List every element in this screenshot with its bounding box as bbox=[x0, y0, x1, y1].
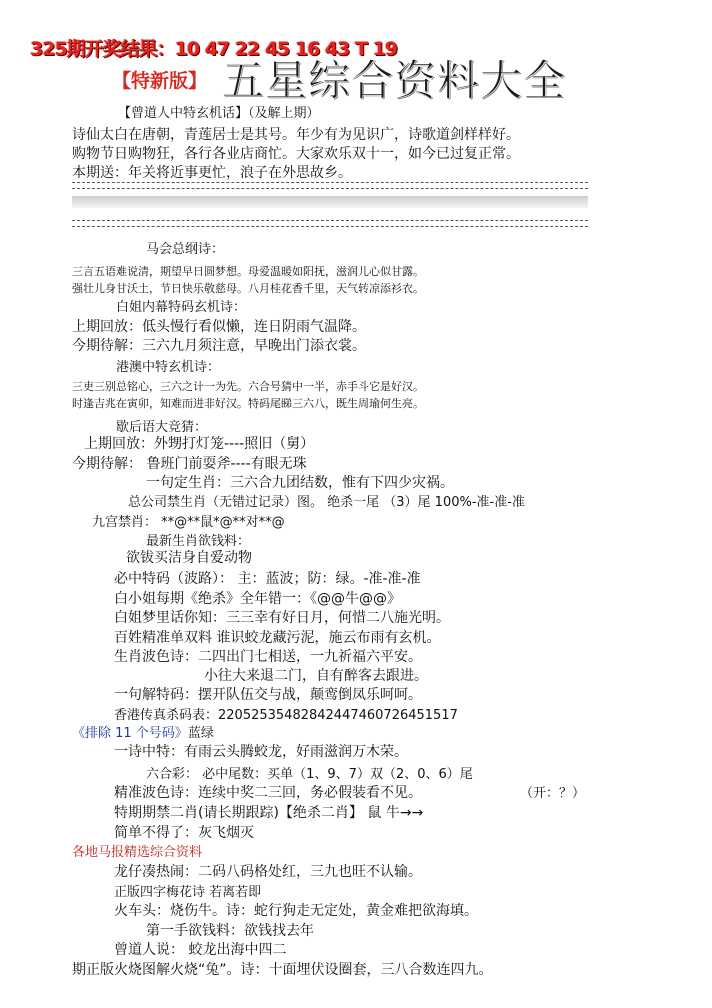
banned-two-zodiac: 特期期禁二肖(请长期跟踪)【绝杀二肖】 鼠 牛→→ bbox=[114, 805, 424, 821]
poem-special: 一诗中特：有雨云头腾蛟龙，好雨滋润万木荣。 bbox=[114, 744, 408, 760]
list-item: 龙仔凑热闹：二码八码格处红，三九也旺不认输。 bbox=[114, 864, 422, 880]
precise-color-poem: 精准波色诗：连续中奖二三回，务必假装看不见。 bbox=[114, 785, 422, 801]
yiju-shengxiao: 一句定生肖：三六合九团结数，惟有下四少灾祸。 bbox=[146, 475, 454, 491]
this-period-hint: 今期待解：三六九月须注意，早晚出门添衣裳。 bbox=[72, 338, 366, 354]
exclude-numbers bbox=[72, 722, 214, 741]
jiugong-banned: 九宫禁肖： **@**鼠*@**对**@ bbox=[92, 515, 285, 530]
divider bbox=[72, 182, 588, 189]
dream-talk: 白姐梦里话你知：三三幸有好日月，何惜二八施光明。 bbox=[114, 610, 450, 626]
banned-zodiac: 总公司禁生肖（无错过记录）图。 绝杀一尾 （3）尾 100%-准-准-准 bbox=[128, 495, 525, 510]
zodiac-riddle: 欲钹买洁身自爱动物 bbox=[126, 550, 252, 566]
list-item: 第一手欲钱料：欲钱找去年 bbox=[146, 923, 314, 939]
color-poem: 生肖波色诗：二四出门七相送，一九祈福六平安。 bbox=[114, 649, 422, 665]
list-item: 曾道人说： 蛟龙出海中四二 bbox=[114, 942, 287, 958]
color-poem-line2: 小往大来退二门，自有醉客去跟进。 bbox=[204, 668, 428, 684]
this-period-hint: 今期待解： 鲁班门前耍斧----有眼无珠 bbox=[72, 456, 307, 472]
draw-result-banner: 325期开奖结果：10 47 22 45 16 43 T 19 bbox=[30, 38, 398, 60]
poem-line: 时逢吉兆在寅卯，知难而进非好汉。特码尾睇三六八，既生周瑜何生亮。 bbox=[72, 397, 424, 410]
section-heading-baijie: 白姐内幕特码玄机诗： bbox=[116, 300, 247, 315]
open-result: （开：？） bbox=[520, 786, 586, 801]
exclude-value: 蓝绿 bbox=[187, 726, 214, 741]
section-heading-zengdaoren: 【曾道人中特玄机话】（及解上期） bbox=[118, 106, 320, 121]
kill-number-table: 香港传真杀码表：22052535482842447460726451517 bbox=[114, 708, 458, 723]
last-period-review: 上期回放：外甥打灯笼----照旧（舅） bbox=[84, 436, 315, 452]
section-heading-gangao: 港澳中特玄机诗： bbox=[116, 360, 221, 375]
poem-line: 三言五语难说清，期望早日圆梦想。母爱温暖如阳抚，滋润儿心似甘露。 bbox=[72, 265, 424, 278]
exclude-label: 《排除 11 个号码》 bbox=[72, 726, 188, 741]
poem-line: 购物节日购物狂，各行各业店商忙。大家欢乐双十一，如今已过复正常。 bbox=[72, 146, 520, 162]
poem-line: 本期送：年关将近事更忙，浪子在外思故乡。 bbox=[72, 165, 352, 181]
poem-line: 三吏三别总铭心，三六之计一为先。六合号猜中一半，赤手斗它是好汉。 bbox=[72, 380, 424, 393]
poem-line: 诗仙太白在唐朝，青莲居士是其号。年少有为见识广，诗歌道剑样样好。 bbox=[72, 127, 520, 143]
last-period-review: 上期回放：低头慢行看似懒，连日阴雨气温降。 bbox=[72, 319, 366, 335]
miss-bai-kill: 白小姐每期《绝杀》全年错一：《@@牛@@》 bbox=[114, 591, 401, 607]
latest-zodiac-heading: 最新生肖欲钱料： bbox=[146, 534, 251, 549]
section-heading-mabao: 各地马报精选综合资料 bbox=[72, 845, 203, 860]
poem-line: 强壮儿身甘沃土，节日快乐敬慈母。八月桂花香千里，天气转凉添衫衣。 bbox=[72, 282, 424, 295]
must-win-color: 必中特码（波路）： 主：蓝波；防：绿。-准-准-准 bbox=[114, 571, 421, 587]
section-heading-xiehouyu: 歇后语大竞猜： bbox=[116, 420, 208, 435]
one-line-hint: 一句解特码：摆开队伍交与战，颠鸾倒凤乐呵呵。 bbox=[114, 687, 422, 703]
odd-even-tip: 百姓精准单双料 谁识蛟龙藏污泥，施云布雨有玄机。 bbox=[114, 630, 441, 646]
list-item: 火车头：烧伤牛。诗：蛇行狗走无定处，黄金难把欲海填。 bbox=[114, 903, 478, 919]
divider bbox=[72, 220, 588, 227]
divider-shadow bbox=[72, 196, 588, 208]
section-heading-mahui: 马会总纲诗： bbox=[146, 242, 225, 257]
page-title: 五星综合资料大全 bbox=[222, 56, 567, 105]
list-item: 期正版火烧图解火烧“兔”。诗：十面埋伏设圈套，三八合数连四九。 bbox=[72, 962, 493, 978]
edition-badge: 【特新版】 bbox=[112, 70, 208, 92]
simple-hint: 简单不得了：灰飞烟灭 bbox=[114, 825, 254, 841]
tail-number: 六合彩： 必中尾数：买单（1、9、7）双（2、0、6）尾 bbox=[146, 767, 473, 782]
list-item: 正版四字梅花诗 若离若即 bbox=[114, 885, 262, 900]
